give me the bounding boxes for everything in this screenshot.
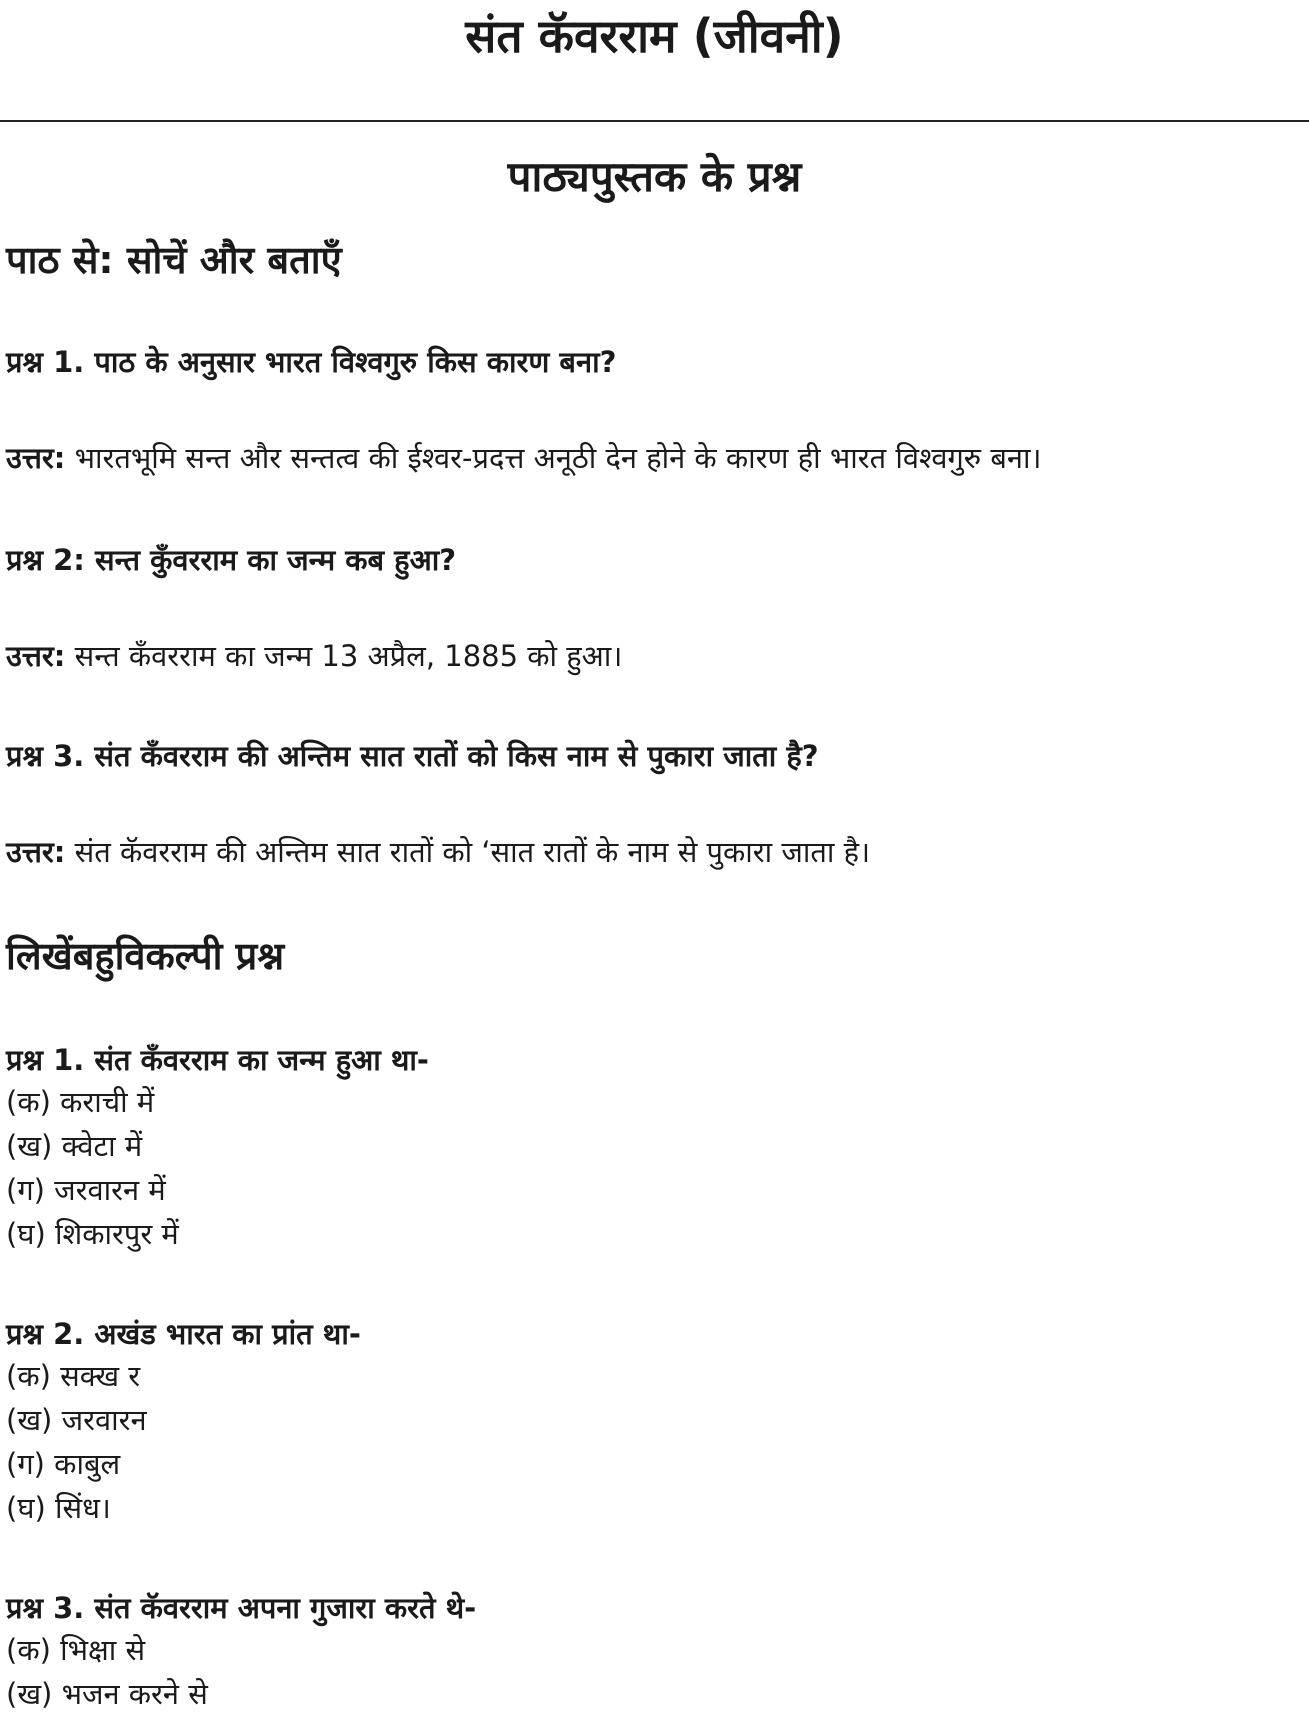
mcq-2-option-b: (ख) जरवारन (6, 1403, 147, 1437)
answer-text: सन्त कँवरराम का जन्म 13 अप्रैल, 1885 को हुआ। (74, 639, 623, 673)
answer-label: उत्तर: (6, 835, 66, 869)
mcq-question-3: प्रश्न 3. संत कॅवरराम अपना गुजारा करते थे- (6, 1591, 477, 1625)
page-title: संत कॅवरराम (जीवनी) (465, 9, 844, 63)
part2-heading: लिखेंबहुविकल्पी प्रश्न (6, 934, 285, 978)
part1-heading: पाठ से: सोचें और बताएँ (6, 238, 342, 282)
question-2: प्रश्न 2: सन्त कुँवरराम का जन्म कब हुआ? (6, 543, 457, 577)
answer-label: उत्तर: (6, 639, 66, 673)
mcq-3-option-a: (क) भिक्षा से (6, 1633, 146, 1667)
answer-label: उत्तर: (6, 441, 66, 475)
mcq-3-option-b: (ख) भजन करने से (6, 1677, 208, 1711)
title-divider (0, 120, 1309, 122)
section-title: पाठ्यपुस्तक के प्रश्न (507, 152, 802, 201)
mcq-1-option-d: (घ) शिकारपुर में (6, 1217, 179, 1251)
question-1: प्रश्न 1. पाठ के अनुसार भारत विश्वगुरु किस कारण बना? (6, 345, 617, 379)
answer-text: भारतभूमि सन्त और सन्तत्व की ईश्वर-प्रदत्त अनूठी देन होने के कारण ही भारत विश्वगुरु बना। (74, 441, 1042, 475)
answer-text: संत कॅवरराम की अन्तिम सात रातों को ‘सात रातों के नाम से पुकारा जाता है। (74, 835, 871, 869)
mcq-1-option-a: (क) कराची में (6, 1085, 155, 1119)
mcq-1-option-c: (ग) जरवारन में (6, 1173, 166, 1207)
answer-1 (6, 438, 1042, 478)
mcq-question-2: प्रश्न 2. अखंड भारत का प्रांत था- (6, 1317, 361, 1351)
answer-2 (6, 636, 622, 676)
mcq-2-option-d: (घ) सिंध। (6, 1491, 111, 1525)
mcq-1-option-b: (ख) क्वेटा में (6, 1129, 143, 1163)
mcq-question-1: प्रश्न 1. संत कँवरराम का जन्म हुआ था- (6, 1043, 429, 1077)
question-3: प्रश्न 3. संत कँवरराम की अन्तिम सात रातों को किस नाम से पुकारा जाता है? (6, 739, 819, 773)
mcq-2-option-a: (क) सक्ख र (6, 1359, 141, 1393)
answer-3 (6, 832, 870, 872)
mcq-2-option-c: (ग) काबुल (6, 1447, 121, 1481)
